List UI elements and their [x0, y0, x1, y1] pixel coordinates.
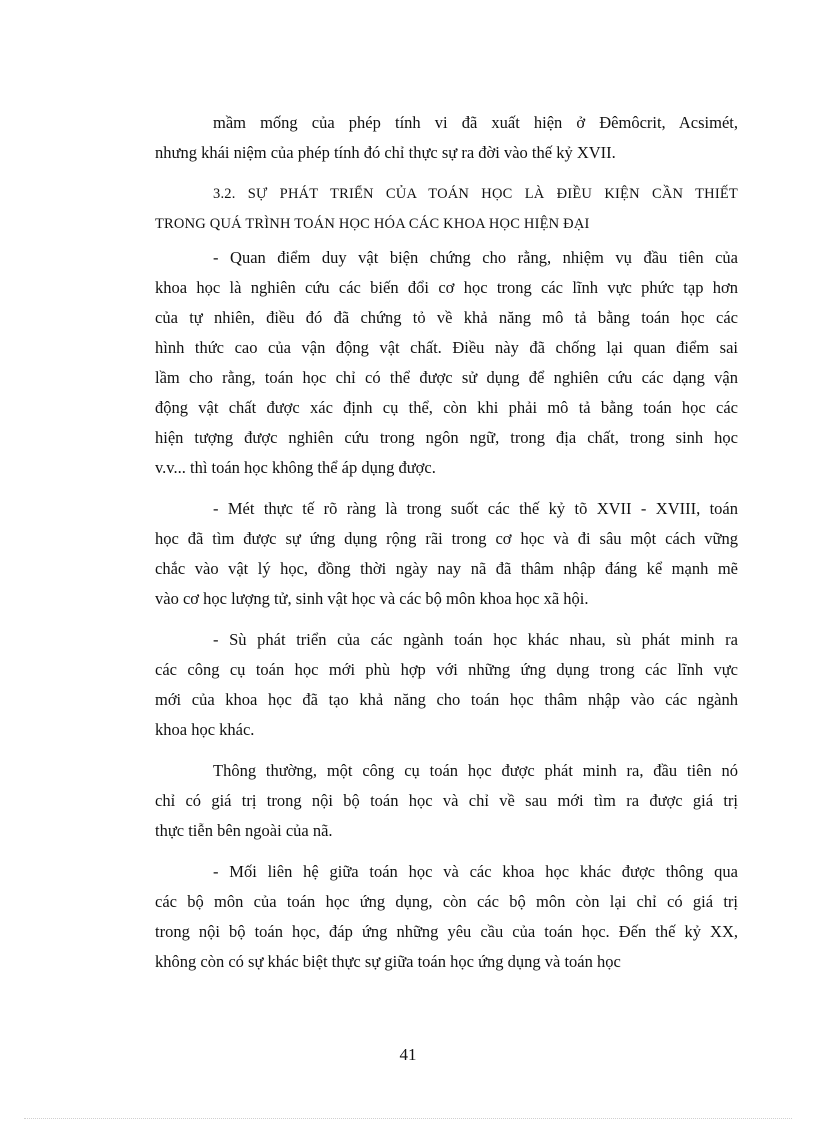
paragraph-2	[155, 494, 738, 614]
text-line: các bộ môn của toán học ứng dụng, còn các bộ môn còn lại chỉ có giá trị	[155, 892, 738, 911]
text-line: không còn có sự khác biệt thực sự giữa toán học ứng dụng và toán học	[155, 952, 621, 971]
heading-line: 3.2. SỰ PHÁT TRIỂN CỦA TOÁN HỌC LÀ ĐIỀU KIỆN CẦN THIẾT	[213, 186, 738, 202]
paragraph-1	[155, 243, 738, 483]
text-line: - Sù phát triển của các ngành toán học khác nhau, sù phát minh ra	[213, 630, 738, 649]
section-heading	[155, 179, 738, 239]
text-line: khoa học là nghiên cứu các biến đổi cơ học trong các lĩnh vực phức tạp hơn	[155, 278, 738, 297]
text-line: nhưng khái niệm của phép tính đó chỉ thực sự ra đời vào thế kỷ XVII.	[155, 143, 616, 162]
text-line: thực tiễn bên ngoài của nã.	[155, 821, 333, 840]
text-line: hình thức cao của vận động vật chất. Điều này đã chống lại quan điểm sai	[155, 338, 738, 357]
text-line: học đã tìm được sự ứng dụng rộng rãi trong cơ học và đi sâu một cách vững	[155, 529, 738, 548]
page-bottom-divider	[24, 1118, 792, 1119]
text-line: mới của khoa học đã tạo khả năng cho toán học thâm nhập vào các ngành	[155, 690, 738, 709]
page-number: 41	[399, 1045, 417, 1064]
text-line: - Mối liên hệ giữa toán học và các khoa học khác được thông qua	[213, 862, 738, 881]
text-line: Thông thường, một công cụ toán học được phát minh ra, đầu tiên nó	[213, 761, 738, 780]
document-page	[155, 108, 738, 977]
text-line: mầm mống của phép tính vi đã xuất hiện ở Đêmôcrit, Acsimét,	[213, 113, 738, 132]
text-line: hiện tượng được nghiên cứu trong ngôn ngữ, trong địa chất, trong sinh học	[155, 428, 738, 447]
paragraph-4	[155, 756, 738, 846]
text-line: - Mét thực tế rõ ràng là trong suốt các thế kỷ tõ XVII - XVIII, toán	[213, 499, 738, 518]
text-line: v.v... thì toán học không thể áp dụng được.	[155, 458, 436, 477]
text-line: các công cụ toán học mới phù hợp với những ứng dụng trong các lĩnh vực	[155, 660, 738, 679]
text-line: chỉ có giá trị trong nội bộ toán học và chỉ về sau mới tìm ra được giá trị	[155, 791, 738, 810]
text-line: chắc vào vật lý học, đồng thời ngày nay nã đã thâm nhập đáng kể mạnh mẽ	[155, 559, 738, 578]
text-line: trong nội bộ toán học, đáp ứng những yêu cầu của toán học. Đến thế kỷ XX,	[155, 922, 738, 941]
text-line: khoa học khác.	[155, 720, 255, 739]
paragraph-5	[155, 857, 738, 977]
intro-paragraph	[155, 108, 738, 168]
text-line: - Quan điểm duy vật biện chứng cho rằng, nhiệm vụ đầu tiên của	[213, 248, 738, 267]
text-line: vào cơ học lượng tử, sinh vật học và các bộ môn khoa học xã hội.	[155, 589, 589, 608]
text-line: của tự nhiên, điều đó đã chứng tỏ về khả năng mô tả bằng toán học các	[155, 308, 738, 327]
paragraph-3	[155, 625, 738, 745]
text-line: động vật chất được xác định cụ thể, còn khi phải mô tả bằng toán học các	[155, 398, 738, 417]
heading-line: TRONG QUÁ TRÌNH TOÁN HỌC HÓA CÁC KHOA HỌC HIỆN ĐẠI	[155, 216, 590, 232]
text-line: lầm cho rằng, toán học chỉ có thể được sử dụng để nghiên cứu các dạng vận	[155, 368, 738, 387]
